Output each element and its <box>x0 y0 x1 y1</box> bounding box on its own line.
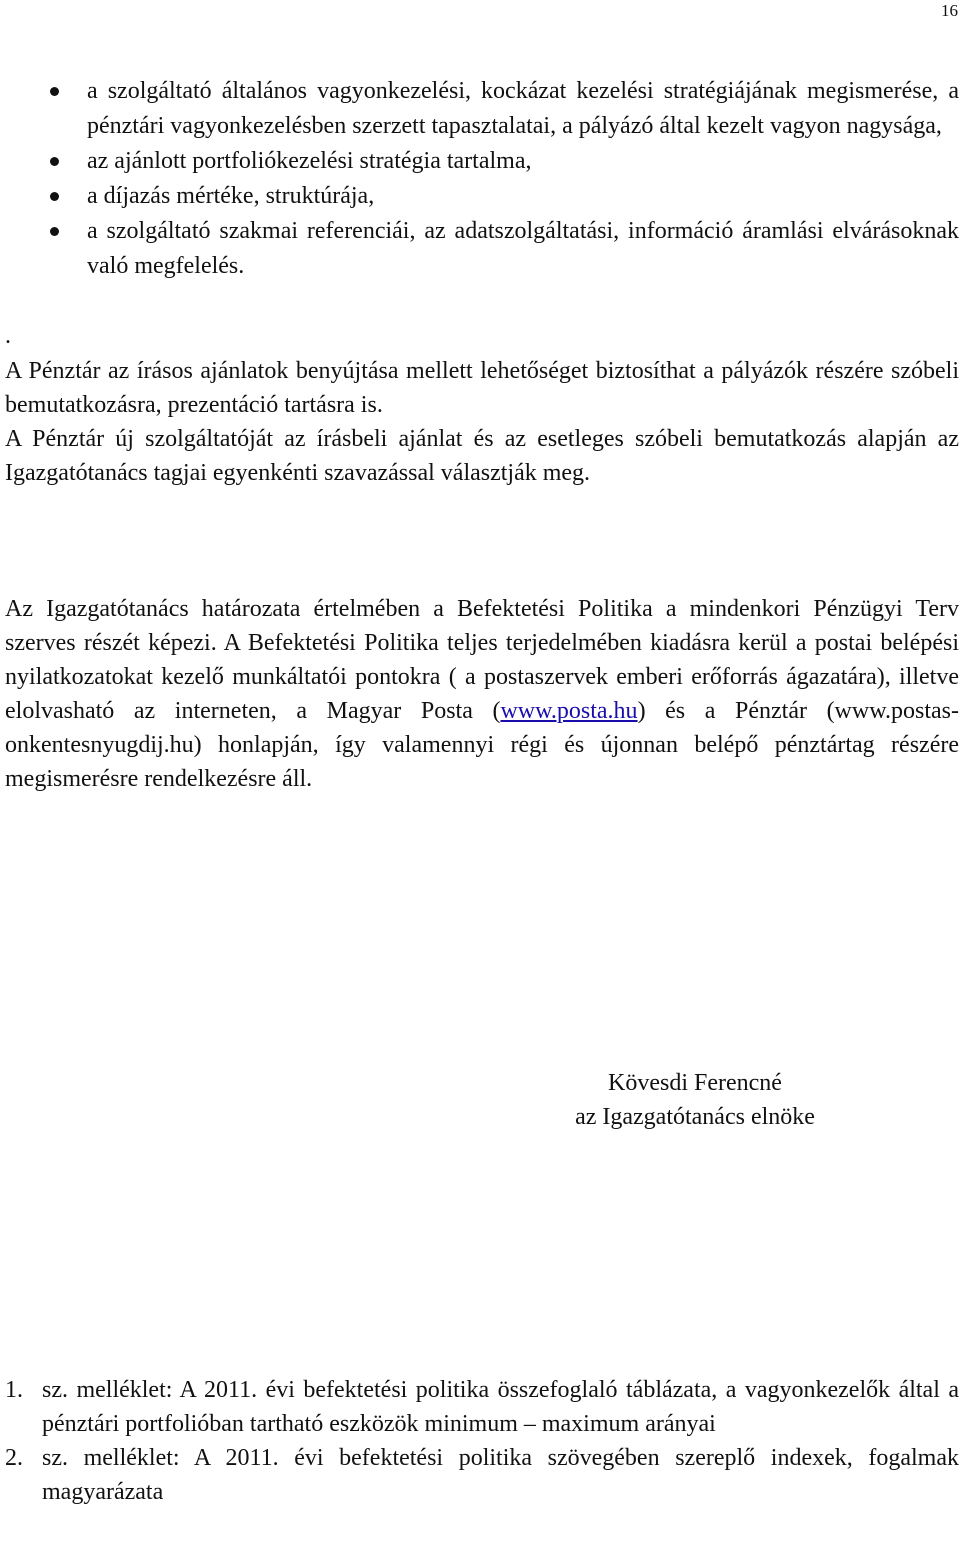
signature-block <box>500 1066 890 1134</box>
body-text-section <box>5 319 959 490</box>
paragraph-selection: A Pénztár új szolgáltatóját az írásbeli ajánlat és az esetleges szóbeli bemutatkozás alapján az Igazgatótanács tagjai egyenkénti szavazással választják meg. <box>5 426 959 486</box>
annex-item <box>5 1441 959 1509</box>
paragraph-publication <box>5 592 959 796</box>
posta-website-link[interactable]: www.posta.hu <box>500 698 638 724</box>
annex-list <box>5 1373 959 1509</box>
annex-number: 1. <box>5 1377 23 1403</box>
publication-text-after-link: ) és a Pénztár (www.postas-onkentesnyugdij.hu) honlapján, így valamennyi régi és újonnan belépő pénztártag részére megismerésre rendelkezésre áll. <box>5 698 959 792</box>
criteria-bullet-list <box>40 74 959 284</box>
signatory-title: az Igazgatótanács elnöke <box>575 1104 815 1130</box>
bullet-item: az ajánlott portfoliókezelési stratégia tartalma, <box>40 144 959 179</box>
dot-line: . <box>5 323 11 349</box>
signatory-name: Kövesdi Ferencné <box>608 1070 782 1096</box>
publication-text-before-link: Az Igazgatótanács határozata értelmében a Befektetési Politika a mindenkori Pénzügyi Terv szerves részét képezi. A Befektetési Politika teljes terjedelmében kiadásra kerül a postai belépési nyilatkozatokat kezelő munkáltatói pontokra ( a postaszervek emberi erőforrás ágazatára), illetve elolvasható az interneten, a Magyar Posta ( <box>5 596 959 724</box>
annex-text: sz. melléklet: A 2011. évi befektetési politika összefoglaló táblázata, a vagyonkezelők által a pénztári portfolióban tartható eszközök minimum – maximum arányai <box>42 1377 959 1437</box>
annex-number: 2. <box>5 1445 23 1471</box>
annex-item <box>5 1373 959 1441</box>
bullet-item: a szolgáltató általános vagyonkezelési, kockázat kezelési stratégiájának megismerése, a pénztári vagyonkezelésben szerzett tapasztalatai, a pályázó által kezelt vagyon nagysága, <box>40 74 959 144</box>
page-number: 16 <box>941 1 958 20</box>
body-text-publication <box>5 592 959 796</box>
annex-text: sz. melléklet: A 2011. évi befektetési politika szövegében szereplő indexek, fogalmak magyarázata <box>42 1445 959 1505</box>
bullet-item: a díjazás mértéke, struktúrája, <box>40 179 959 214</box>
paragraph-presentation: A Pénztár az írásos ajánlatok benyújtása mellett lehetőséget biztosíthat a pályázók részére szóbeli bemutatkozásra, prezentáció tartásra is. <box>5 358 959 418</box>
bullet-item: a szolgáltató szakmai referenciái, az adatszolgáltatási, információ áramlási elvárásoknak való megfelelés. <box>40 214 959 284</box>
